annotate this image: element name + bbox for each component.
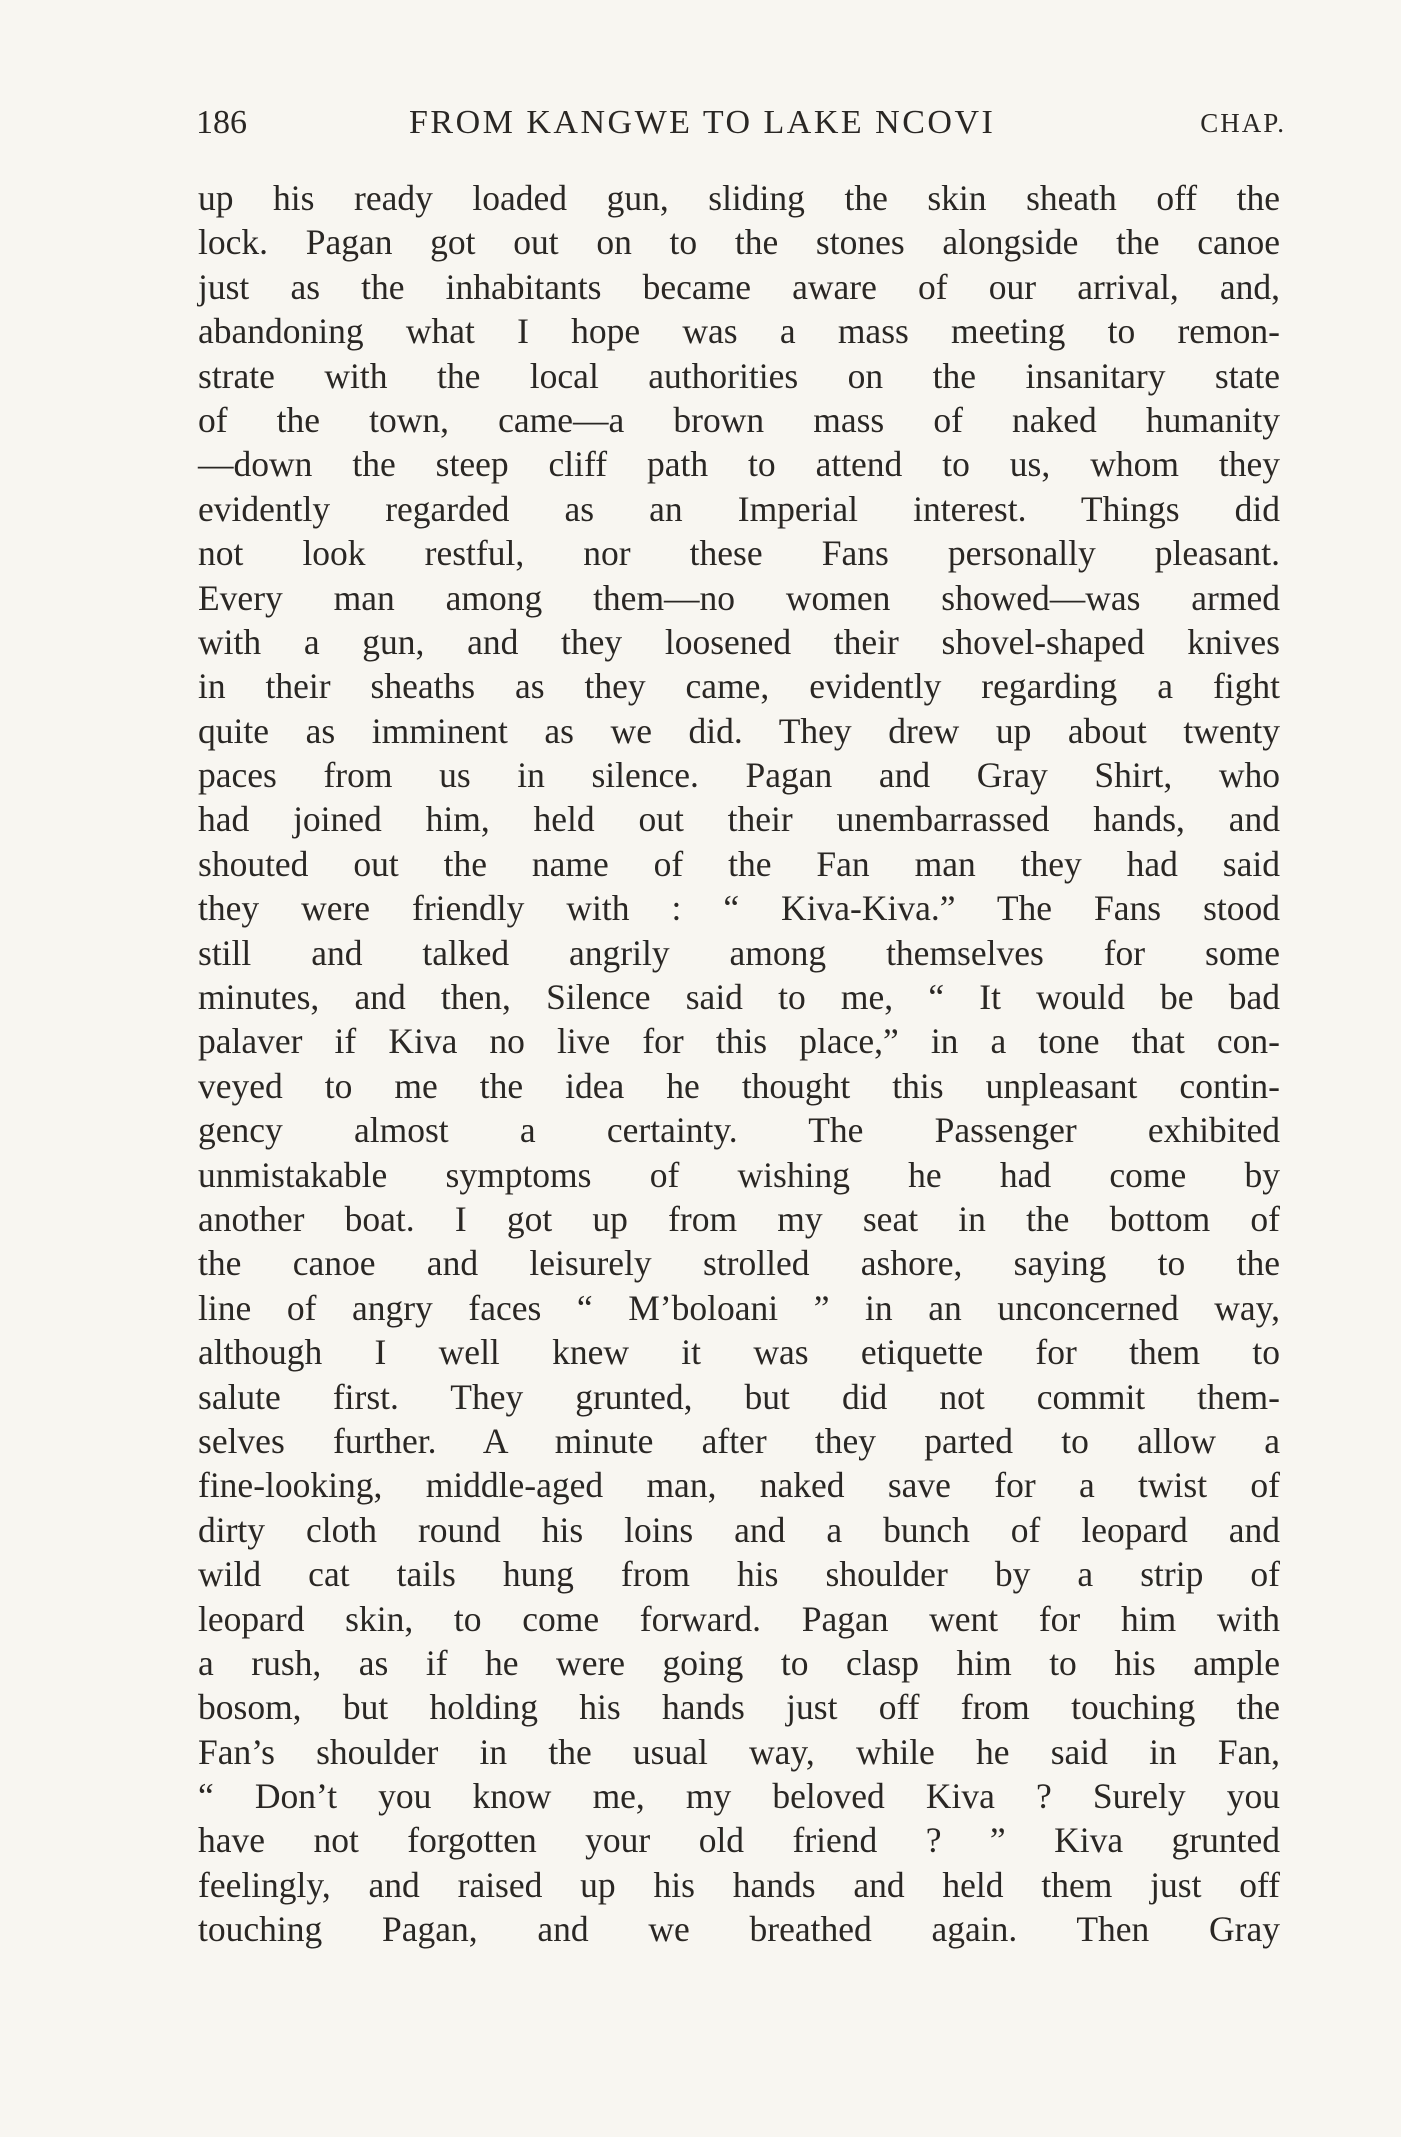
running-title: FROM KANGWE TO LAKE NCOVI xyxy=(409,104,996,141)
text-line: feelingly, and raised up his hands and held them just off xyxy=(198,1864,1280,1905)
text-line: still and talked angrily among themselves for some xyxy=(198,932,1280,973)
text-line: minutes, and then, Silence said to me, “ It would be bad xyxy=(198,977,1280,1018)
text-line: line of angry faces “ M’boloani ” in an unconcerned way, xyxy=(198,1287,1280,1328)
text-line: paces from us in silence. Pagan and Gray Shirt, who xyxy=(198,755,1280,796)
body-text xyxy=(198,176,1280,1952)
text-line: evidently regarded as an Imperial interest. Things did xyxy=(198,488,1280,529)
text-line: a rush, as if he were going to clasp him to his ample xyxy=(198,1642,1280,1683)
text-line: have not forgotten your old friend ? ” Kiva grunted xyxy=(198,1820,1280,1861)
text-line: another boat. I got up from my seat in the bottom of xyxy=(198,1198,1280,1239)
running-header xyxy=(196,104,1286,154)
text-line: strate with the local authorities on the insanitary state xyxy=(198,355,1280,396)
text-line: palaver if Kiva no live for this place,” in a tone that con- xyxy=(198,1021,1280,1062)
text-line: —down the steep cliff path to attend to us, whom they xyxy=(198,444,1280,485)
text-line: just as the inhabitants became aware of our arrival, and, xyxy=(198,266,1280,307)
text-line: dirty cloth round his loins and a bunch of leopard and xyxy=(198,1509,1280,1550)
text-line: Every man among them—no women showed—was armed xyxy=(198,577,1280,618)
text-line: fine-looking, middle-aged man, naked save for a twist of xyxy=(198,1465,1280,1506)
text-line: leopard skin, to come forward. Pagan went for him with xyxy=(198,1598,1280,1639)
text-line: touching Pagan, and we breathed again. Then Gray xyxy=(198,1909,1280,1950)
text-line: with a gun, and they loosened their shovel-shaped knives xyxy=(198,621,1280,662)
text-line: they were friendly with : “ Kiva-Kiva.” The Fans stood xyxy=(198,888,1280,929)
text-line: shouted out the name of the Fan man they had said xyxy=(198,843,1280,884)
text-line: salute first. They grunted, but did not commit them- xyxy=(198,1376,1280,1417)
text-line: lock. Pagan got out on to the stones alongside the canoe xyxy=(198,222,1280,263)
text-line: up his ready loaded gun, sliding the skin sheath off the xyxy=(198,178,1280,218)
chapter-label: CHAP. xyxy=(1200,108,1286,138)
text-line: of the town, came—a brown mass of naked humanity xyxy=(198,399,1280,440)
text-line: although I well knew it was etiquette for them to xyxy=(198,1332,1280,1373)
text-line: not look restful, nor these Fans personally pleasant. xyxy=(198,533,1280,574)
text-line: Fan’s shoulder in the usual way, while he said in Fan, xyxy=(198,1731,1280,1772)
page-number: 186 xyxy=(196,104,247,141)
text-line: selves further. A minute after they parted to allow a xyxy=(198,1420,1280,1461)
text-line: the canoe and leisurely strolled ashore, saying to the xyxy=(198,1243,1280,1284)
text-line: gency almost a certainty. The Passenger exhibited xyxy=(198,1110,1280,1151)
text-line: “ Don’t you know me, my beloved Kiva ? Surely you xyxy=(198,1776,1280,1817)
text-line: veyed to me the idea he thought this unpleasant contin- xyxy=(198,1065,1280,1106)
text-line: bosom, but holding his hands just off from touching the xyxy=(198,1687,1280,1728)
text-line: abandoning what I hope was a mass meeting to remon- xyxy=(198,311,1280,352)
text-line: in their sheaths as they came, evidently regarding a fight xyxy=(198,666,1280,707)
text-line: wild cat tails hung from his shoulder by a strip of xyxy=(198,1554,1280,1595)
text-line: had joined him, held out their unembarrassed hands, and xyxy=(198,799,1280,840)
text-line: unmistakable symptoms of wishing he had come by xyxy=(198,1154,1280,1195)
text-line: quite as imminent as we did. They drew up about twenty xyxy=(198,710,1280,751)
